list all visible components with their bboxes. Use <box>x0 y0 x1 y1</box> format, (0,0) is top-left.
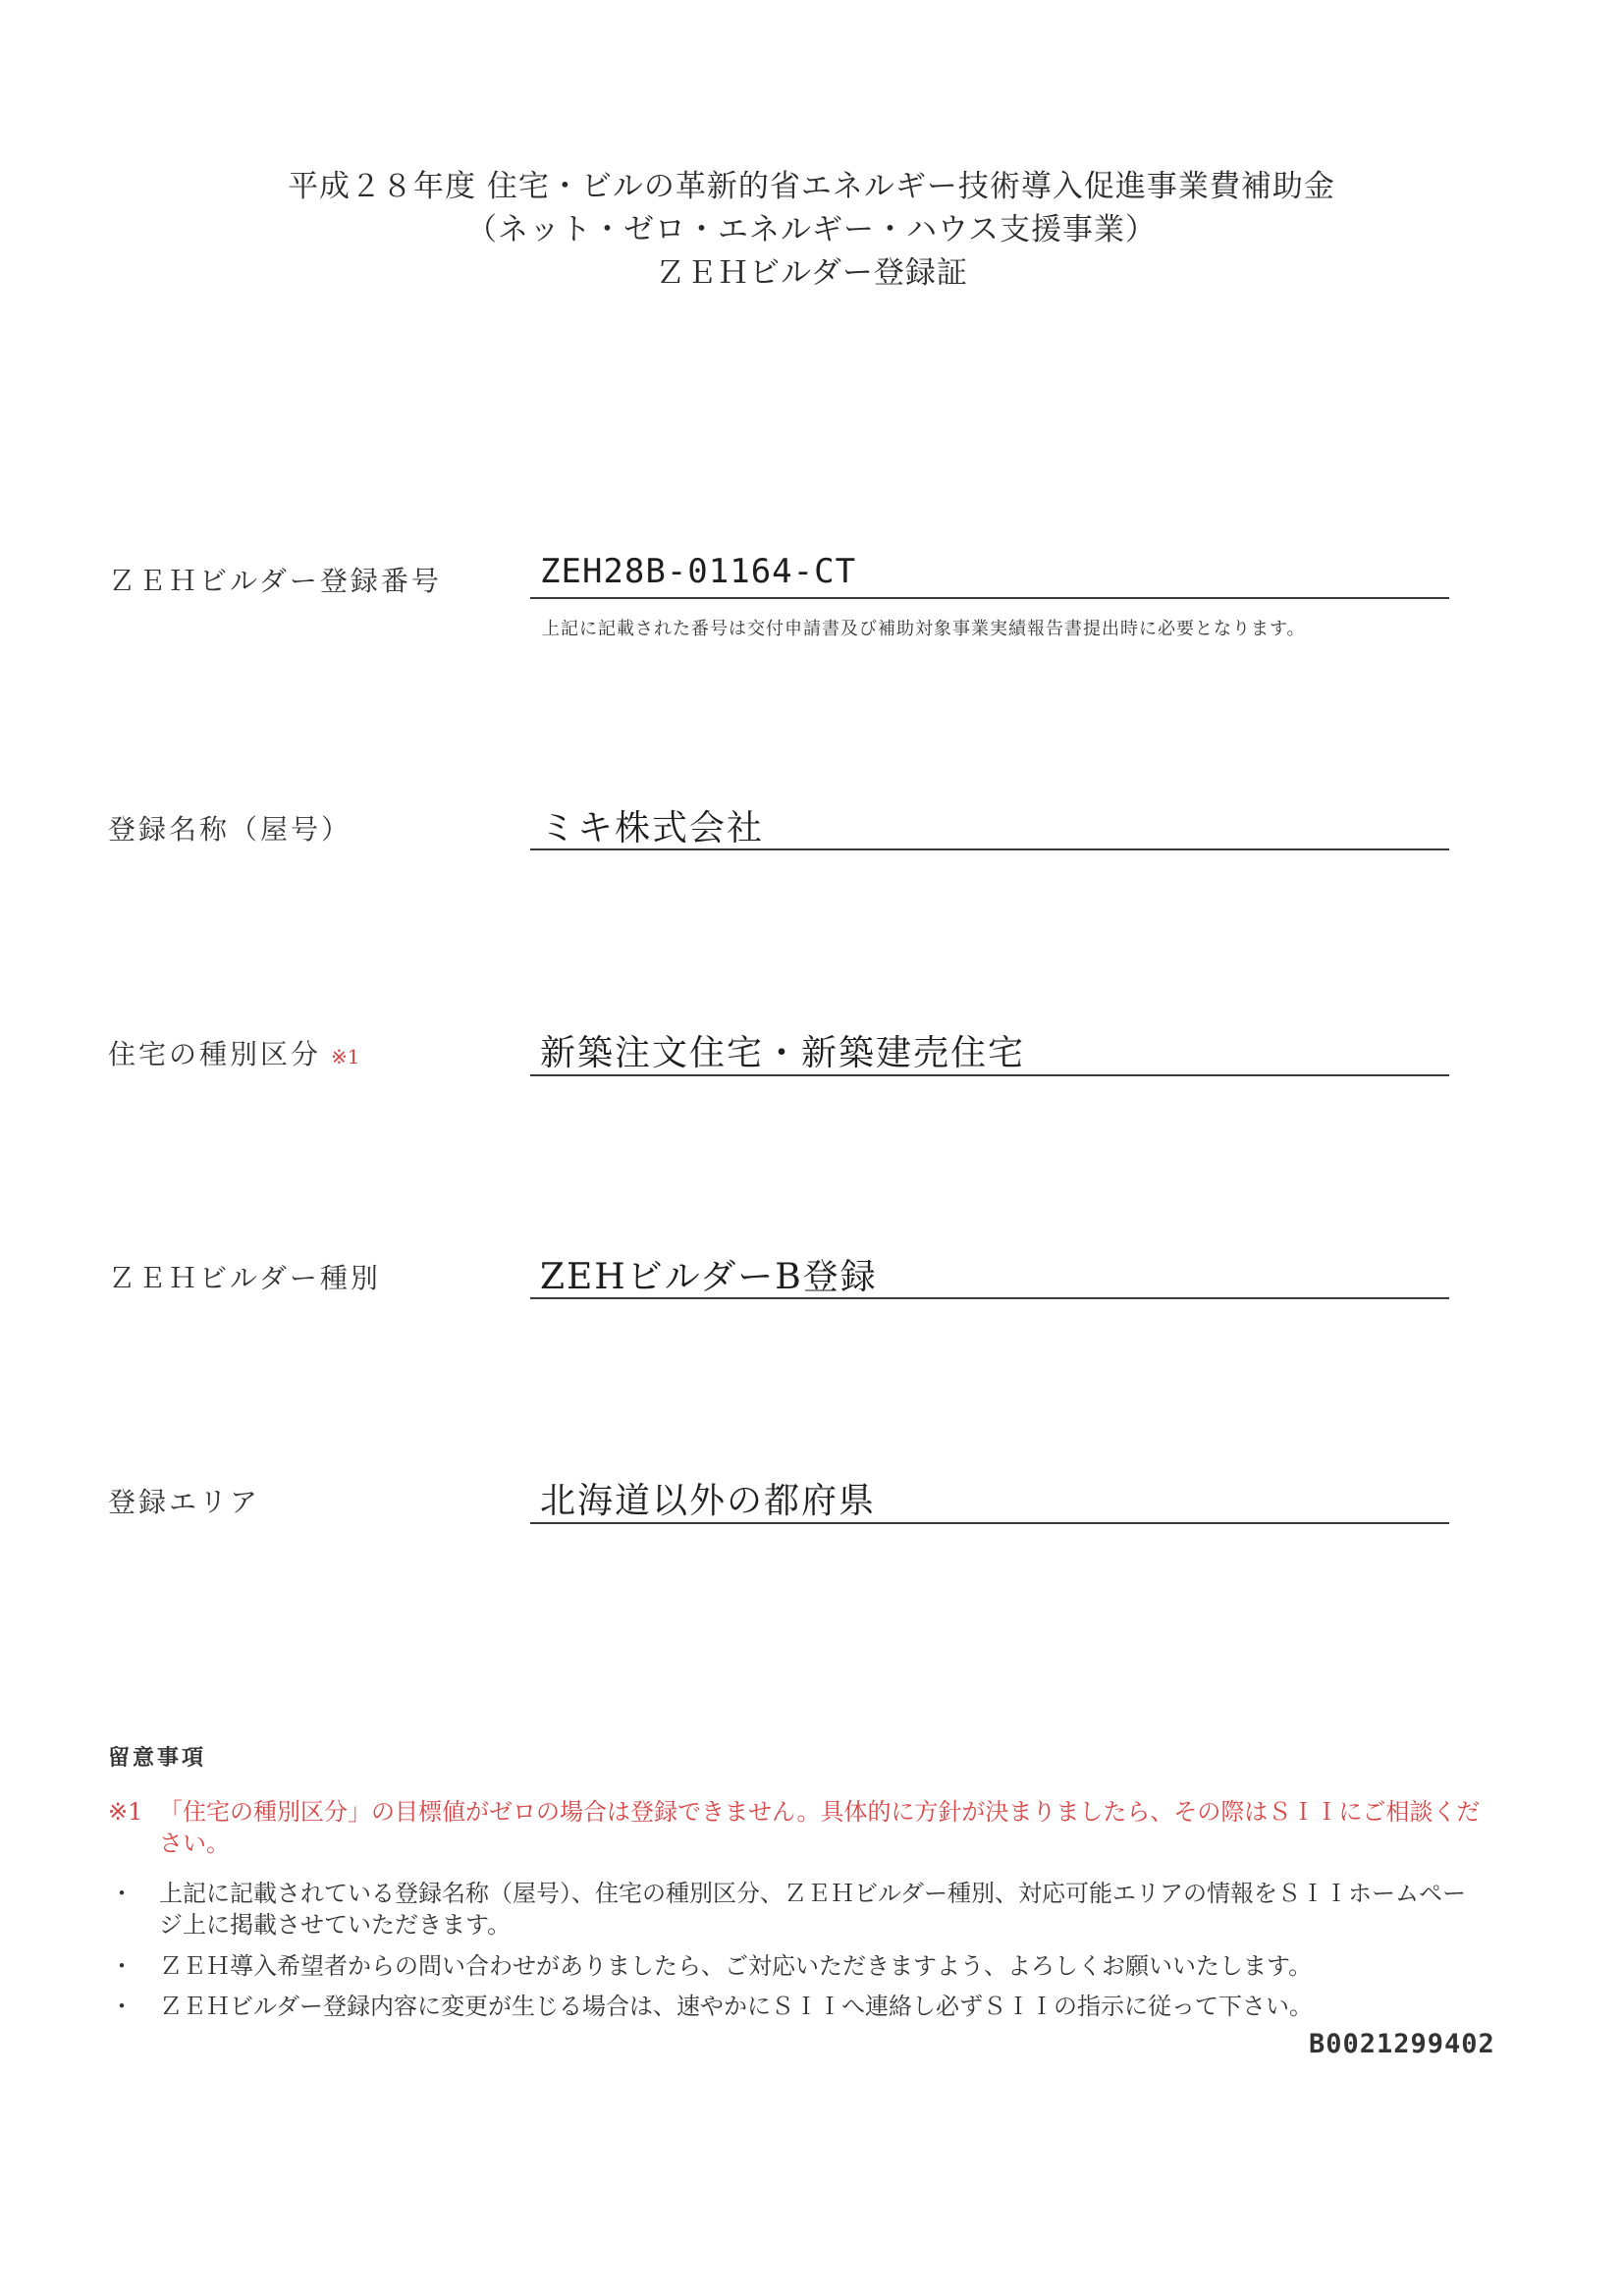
document-header <box>0 165 1623 295</box>
footnote-text: 「住宅の種別区分」の目標値がゼロの場合は登録できません。具体的に方針が決まりましたら、その際はＳＩＩにご相談ください。 <box>159 1798 1481 1857</box>
note-item-text: ＺＥＨ導入希望者からの問い合わせがありましたら、ご対応いただきますよう、よろしくお願いいたします。 <box>159 1952 1313 1980</box>
registration-number-underline <box>530 597 1449 599</box>
housing-category-label-text: 住宅の種別区分 <box>108 1038 322 1070</box>
housing-category-underline <box>530 1074 1449 1076</box>
registration-number-value: ZEH28B-01164-CT <box>540 552 857 591</box>
note-item-text: ＺＥＨビルダー登録内容に変更が生じる場合は、速やかにＳＩＩへ連絡し必ずＳＩＩの指示に従って下さい。 <box>159 1993 1314 2020</box>
footnote-marker: ※1 <box>108 1798 143 1826</box>
header-certificate-title: ＺＥＨビルダー登録証 <box>655 255 968 291</box>
header-subsidy-title: 平成２８年度 住宅・ビルの革新的省エネルギー技術導入促進事業費補助金 <box>288 169 1335 204</box>
housing-category-label <box>108 1033 360 1072</box>
registered-name-label: 登録名称（屋号） <box>108 813 352 846</box>
header-program-name: （ネット・ゼロ・エネルギー・ハウス支援事業） <box>465 212 1158 247</box>
document-code: B0021299402 <box>1309 2029 1495 2059</box>
builder-type-underline <box>530 1297 1449 1299</box>
footnote-mark: ※1 <box>331 1045 360 1068</box>
notes-heading: 留意事項 <box>108 1745 207 1771</box>
footnote <box>108 1796 1483 1859</box>
registration-number-label: ＺＥＨビルダー登録番号 <box>108 565 442 597</box>
registered-name-value: ミキ株式会社 <box>540 808 765 848</box>
note-item-text: 上記に記載されている登録名称（屋号）、住宅の種別区分、ＺＥＨビルダー種別、対応可能エリアの情報をＳＩＩホームページ上に掲載させていただきます。 <box>159 1880 1467 1939</box>
note-item <box>108 1878 1483 1941</box>
note-item <box>108 1991 1483 2022</box>
area-value: 北海道以外の都府県 <box>540 1481 877 1521</box>
builder-type-label: ＺＥＨビルダー種別 <box>108 1262 381 1294</box>
housing-category-value: 新築注文住宅・新築建売住宅 <box>540 1033 1026 1073</box>
note-item <box>108 1950 1483 1982</box>
area-underline <box>530 1522 1449 1524</box>
registration-number-note: 上記に記載された番号は交付申請書及び補助対象事業実績報告書提出時に必要となります。 <box>542 619 1306 639</box>
area-label: 登録エリア <box>108 1486 261 1518</box>
bullet-icon: ・ <box>110 1880 134 1907</box>
bullet-icon: ・ <box>110 1952 134 1980</box>
registered-name-underline <box>530 848 1449 850</box>
bullet-icon: ・ <box>110 1993 134 2020</box>
builder-type-value: ZEHビルダーB登録 <box>540 1257 878 1297</box>
